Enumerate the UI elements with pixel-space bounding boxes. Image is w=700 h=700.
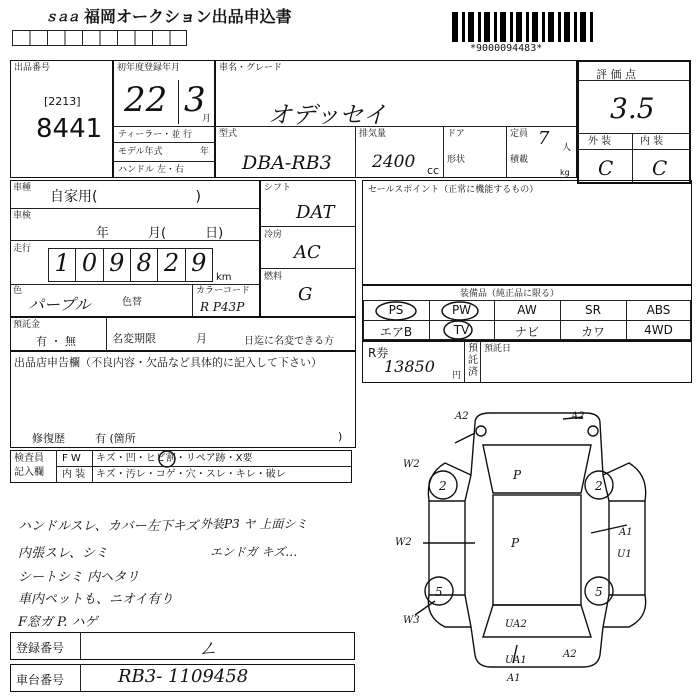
declaration-label: 出品店申告欄（不良内容・欠品など具体的に記入して下さい）	[14, 356, 322, 369]
shift-value: DAT	[296, 202, 335, 223]
color-change-label: 色替	[122, 297, 142, 308]
name-change-label: 名変期限	[112, 332, 156, 345]
diagram-mark: UA1	[505, 655, 527, 666]
note-line: 内張スレ、シミ	[18, 546, 108, 561]
mileage-digit: 9	[104, 249, 131, 281]
color-value: パープル	[28, 295, 91, 314]
year-unit: 年	[200, 147, 210, 157]
inspection-value: 年 月( 日)	[96, 226, 224, 241]
note-line: ハンドルスレ、カバー左下キズ	[18, 519, 199, 534]
registration-year: 22	[124, 80, 168, 120]
equipment-marks	[360, 296, 530, 342]
car-damage-diagram	[395, 405, 675, 695]
inspector-in-items: キズ・汚レ・コゲ・穴・スレ・キレ・破レ	[96, 469, 286, 480]
registration-month: 3	[184, 80, 206, 120]
note-line: F窓ガ P. ハゲ	[18, 615, 98, 630]
registration-number-value: ㄥ	[198, 636, 218, 660]
diagram-mark: A2	[455, 411, 469, 422]
ac-label: 冷房	[264, 230, 283, 240]
inspection-label: 車検	[13, 211, 32, 221]
registration-label: 初年度登録年月	[117, 63, 181, 73]
fuel-label: 燃料	[264, 272, 283, 282]
option-tv: TV	[453, 323, 470, 337]
shape-label: 形状	[447, 155, 466, 165]
option-airbag: エアB	[379, 325, 413, 339]
option-sr: SR	[585, 303, 601, 317]
dealer-label: ティーラー・並 行	[118, 130, 193, 140]
barcode-text: *9000094483*	[470, 43, 543, 54]
tire-fr-depth: 2	[595, 479, 603, 493]
note-line: シートシミ 内ヘタリ	[18, 570, 140, 585]
mileage-digit: 1	[49, 249, 76, 281]
month-unit: 月	[202, 114, 212, 124]
deposit-date-label: 預託日	[484, 344, 512, 354]
inspector-fw-items: キズ・凹・ヒビ割・リペア跡・X要	[96, 453, 253, 464]
name-change-note: 日迄に名変できる方	[244, 336, 334, 347]
option-leather: カワ	[580, 325, 605, 339]
model-year-label: モデル年式	[118, 147, 163, 157]
diagram-mark: A2	[563, 649, 577, 660]
note-right-line: 外装P3 ヤ 上面シミ	[200, 517, 308, 531]
page-title: 福岡オークション出品申込書	[84, 7, 292, 26]
diagram-mark: W3	[403, 615, 420, 626]
name-change-month: 月	[196, 332, 207, 345]
shift-label: シフト	[264, 183, 292, 193]
exterior-grade: C	[598, 156, 614, 180]
deposit-status: 預託済	[468, 343, 478, 378]
diagram-mark: P	[511, 536, 520, 550]
model-label: 型式	[219, 129, 238, 139]
displacement-label: 排気量	[359, 129, 387, 139]
mileage-label: 走行	[13, 244, 32, 254]
repair-history-value: 有 (箇所	[95, 432, 136, 445]
recycle-deposit-value: 有 ・ 無	[36, 335, 76, 348]
option-pw: PW	[451, 303, 472, 317]
mileage-digit: 2	[158, 249, 185, 281]
inspector-label-2: 記入欄	[14, 467, 44, 478]
diagram-mark: A1	[507, 673, 521, 684]
grade-label: 評 価 点	[596, 68, 636, 81]
mileage-digit: 0	[76, 249, 103, 281]
cc-unit: cc	[427, 164, 440, 177]
recycle-deposit-label: 預託金	[13, 320, 41, 330]
header-check-grid	[12, 30, 187, 46]
option-navi: ナビ	[514, 325, 539, 339]
type-label: 車種	[13, 183, 32, 193]
fuel-value: G	[298, 284, 313, 305]
note-right-line: エンドガ キズ…	[210, 545, 298, 559]
equipment-label: 装備品（純正品に限る）	[460, 289, 560, 299]
capacity-label: 定員	[510, 129, 529, 139]
selling-points-box	[362, 180, 692, 285]
car-model: DBA-RB3	[242, 152, 332, 174]
repair-history-label: 修復歴	[32, 432, 65, 445]
mileage-digit: 8	[131, 249, 158, 281]
door-label: ドア	[447, 129, 465, 139]
kg-unit: kg	[560, 168, 570, 177]
tire-rr-depth: 5	[595, 585, 603, 599]
auction-logo: ｓａａ	[45, 10, 79, 25]
load-label: 積載	[510, 155, 529, 165]
option-abs: ABS	[646, 303, 671, 317]
lot-label: 出品番号	[14, 63, 51, 73]
diagram-mark: W2	[403, 459, 420, 470]
capacity-unit: 人	[562, 143, 572, 153]
car-name-label: 車名・グレード	[219, 63, 283, 73]
exterior-label: 外 装	[588, 136, 612, 147]
lot-sub-number: [2213]	[44, 95, 81, 108]
diagram-mark: W2	[395, 537, 412, 548]
interior-label: 内 装	[640, 136, 664, 147]
tire-fl-depth: 2	[439, 479, 447, 493]
r-ticket-label: R券	[368, 346, 389, 360]
registration-number-label: 登録番号	[16, 641, 65, 655]
capacity-value: 7	[538, 128, 550, 149]
color-code: R P43P	[200, 300, 245, 314]
option-4wd: 4WD	[644, 323, 673, 337]
inspector-fw: F W	[62, 453, 81, 464]
diagram-mark: U1	[617, 549, 632, 560]
inspector-label-1: 検査員	[14, 453, 44, 464]
barcode	[452, 12, 594, 42]
km-unit: km	[216, 272, 232, 283]
selling-points-label: セールスポイント（正常に機能するもの）	[368, 185, 539, 195]
ac-value: AC	[294, 242, 321, 263]
handle-label: ハンドル 左・右	[118, 165, 184, 175]
displacement-value: 2400	[372, 152, 416, 172]
diagram-mark: P	[513, 468, 522, 482]
diagram-mark: A2	[571, 411, 585, 422]
repair-paren: )	[338, 430, 343, 443]
option-ps: PS	[388, 303, 404, 317]
color-label: 色	[13, 286, 23, 296]
r-ticket-amount: 13850	[384, 357, 435, 376]
interior-grade: C	[652, 156, 668, 180]
note-line: 車内ペットも、ニオイ有り	[18, 592, 174, 607]
diagram-mark: UA2	[505, 619, 527, 630]
color-code-label: カラーコード	[196, 286, 251, 296]
yen-unit: 円	[452, 371, 462, 381]
option-aw: AW	[517, 303, 537, 317]
type-value: 自家用( )	[50, 189, 201, 205]
lot-number: 8441	[36, 114, 103, 144]
grade-score: 3.5	[610, 92, 655, 125]
mileage-digit: 9	[191, 249, 207, 277]
car-name: オデッセイ	[268, 101, 387, 129]
chassis-number-value: RB3- 1109458	[118, 666, 249, 687]
inspector-in: 内 装	[62, 469, 86, 480]
diagram-mark: A1	[619, 527, 633, 538]
mileage-digits	[48, 248, 213, 282]
inspector-mark	[156, 448, 180, 468]
tire-rl-depth: 5	[435, 585, 443, 599]
chassis-number-label: 車台番号	[16, 673, 65, 687]
